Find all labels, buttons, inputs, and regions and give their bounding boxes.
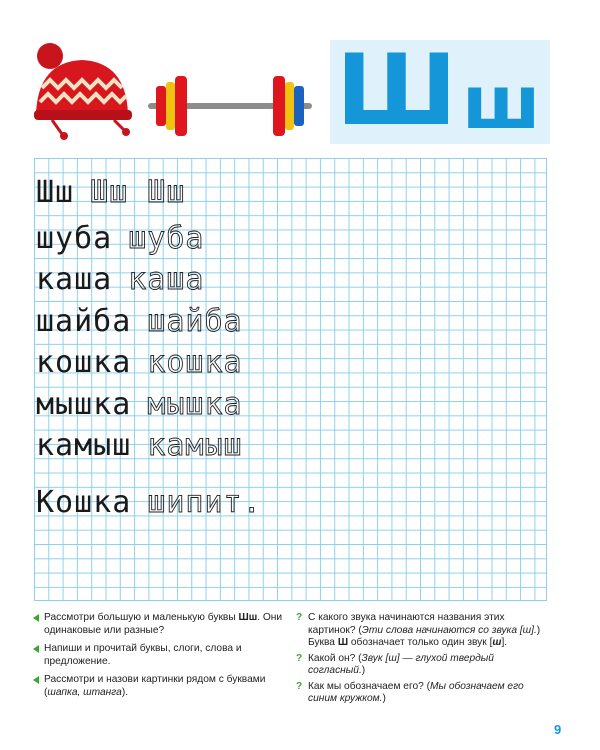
question-text: Какой он? ( [308, 652, 362, 664]
answer-italic: Звук [ш] — глухой твердый согласный. [308, 652, 494, 676]
row-tracing-text: шайба [147, 304, 243, 339]
hat-pompom [37, 43, 63, 69]
row-tracing-text: кошка [147, 345, 243, 380]
instruction-bold: Шш [238, 612, 258, 623]
row-solid-text: кошка [36, 345, 132, 380]
practice-row-letters [36, 175, 186, 210]
green-triangle-icon [33, 645, 39, 653]
question-mark-icon: ? [296, 652, 303, 664]
green-triangle-icon [33, 676, 39, 684]
question-text: обозначает только один звук [ [348, 637, 493, 648]
row-solid-text: Кошка [36, 485, 132, 520]
hat-brim [34, 110, 132, 120]
row-solid-text: шайба [36, 304, 132, 339]
row-solid-text: шуба [36, 221, 113, 256]
question-bold: Ш [337, 637, 349, 648]
practice-row-word [36, 428, 243, 463]
big-letter-upper: Ш [336, 34, 458, 148]
instruction-italic: шапка, штанга [47, 686, 122, 698]
practice-row-sentence [36, 485, 262, 520]
instruction-text: Рассмотри большую и маленькую буквы [44, 612, 239, 623]
question-text: ) Буква [308, 624, 541, 648]
question-text: ) [361, 665, 366, 676]
big-letters-card [330, 34, 550, 148]
instruction-item [32, 643, 292, 668]
practice-row-word [36, 387, 243, 422]
barbell-icon [146, 68, 314, 144]
question-mark-icon: ? [296, 612, 303, 623]
row-tracing-text: камыш [147, 428, 243, 463]
page-number: 9 [554, 722, 562, 737]
practice-row-word [36, 345, 243, 380]
row-tracing-text: Шш Шш [90, 175, 186, 210]
row-solid-text: мышка [36, 387, 132, 422]
instruction-text: . Они одинаковые или разные? [44, 612, 283, 636]
answer-italic: Эти слова начинаются со звука [ш]. [361, 624, 537, 636]
header-pictures [0, 0, 600, 150]
question-item [296, 681, 546, 706]
question-sound: ш [492, 637, 502, 648]
question-text: С какого звука начинаются названия этих картинок? ( [308, 612, 505, 636]
instruction-text: ). [121, 686, 129, 698]
practice-row-word [36, 304, 243, 339]
question-mark-icon: ? [296, 680, 303, 692]
practice-row-word [36, 221, 205, 256]
instructions-right [296, 612, 546, 709]
question-text: ) [382, 693, 386, 704]
row-solid-text: камыш [36, 428, 132, 463]
green-triangle-icon [33, 614, 39, 622]
instruction-item [32, 612, 292, 637]
instruction-text: Рассмотри и назови картинки рядом с буквами ( [44, 674, 266, 698]
row-tracing-text: каша [128, 262, 205, 297]
row-tracing-text: шипит. [147, 485, 262, 520]
big-letter-lower: ш [462, 60, 541, 146]
question-text: Как мы обозначаем его? ( [308, 680, 431, 692]
instruction-text: Напиши и прочитай буквы, слоги, слова и предложение. [44, 643, 242, 667]
row-solid-text: каша [36, 262, 113, 297]
row-solid-text: Шш [36, 175, 75, 210]
question-text: ]. [501, 637, 508, 648]
hat-icon [28, 40, 138, 140]
instructions [32, 612, 592, 722]
row-tracing-text: шуба [128, 221, 205, 256]
instructions-left [32, 612, 292, 705]
row-tracing-text: мышка [147, 387, 243, 422]
question-item [296, 653, 546, 678]
instruction-item [32, 674, 292, 699]
answer-italic: Мы обозначаем его синим кружком. [308, 680, 524, 704]
practice-row-word [36, 262, 205, 297]
question-item [296, 612, 546, 650]
